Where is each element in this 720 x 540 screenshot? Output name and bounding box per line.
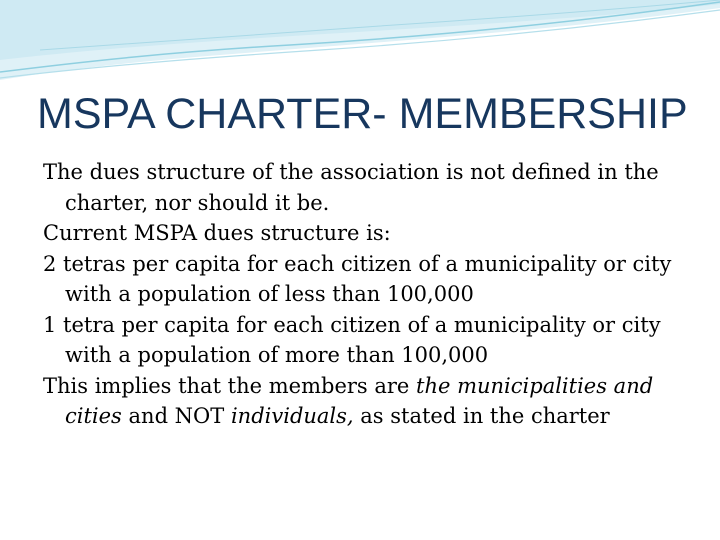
body-paragraph-dues-not-defined	[43, 157, 683, 218]
slide-body	[43, 157, 683, 432]
slide-title: MSPA CHARTER- MEMBERSHIP	[37, 90, 688, 138]
paragraph-text: as stated in the charter	[353, 404, 610, 428]
paragraph-text: This implies that the members are	[43, 373, 417, 398]
paragraph-text: The dues structure of the association is not defined in the charter, nor should it be.	[43, 160, 659, 215]
header-wave-decoration	[0, 0, 720, 90]
paragraph-emphasis: individuals,	[230, 404, 354, 428]
body-paragraph-current-dues	[43, 218, 683, 249]
body-paragraph-two-tetras	[43, 249, 683, 310]
body-paragraph-members-implication	[43, 371, 683, 432]
paragraph-text: 2 tetras per capita for each citizen of a municipality or city with a population of less than 100,000	[43, 251, 672, 306]
paragraph-text: and NOT	[121, 404, 231, 428]
body-paragraph-one-tetra	[43, 310, 683, 371]
paragraph-text: Current MSPA dues structure is:	[43, 221, 391, 245]
paragraph-text: 1 tetra per capita for each citizen of a municipality or city with a population of more than 100,000	[43, 312, 661, 367]
paragraph-emphasis: the municipalities and cities	[65, 373, 654, 428]
